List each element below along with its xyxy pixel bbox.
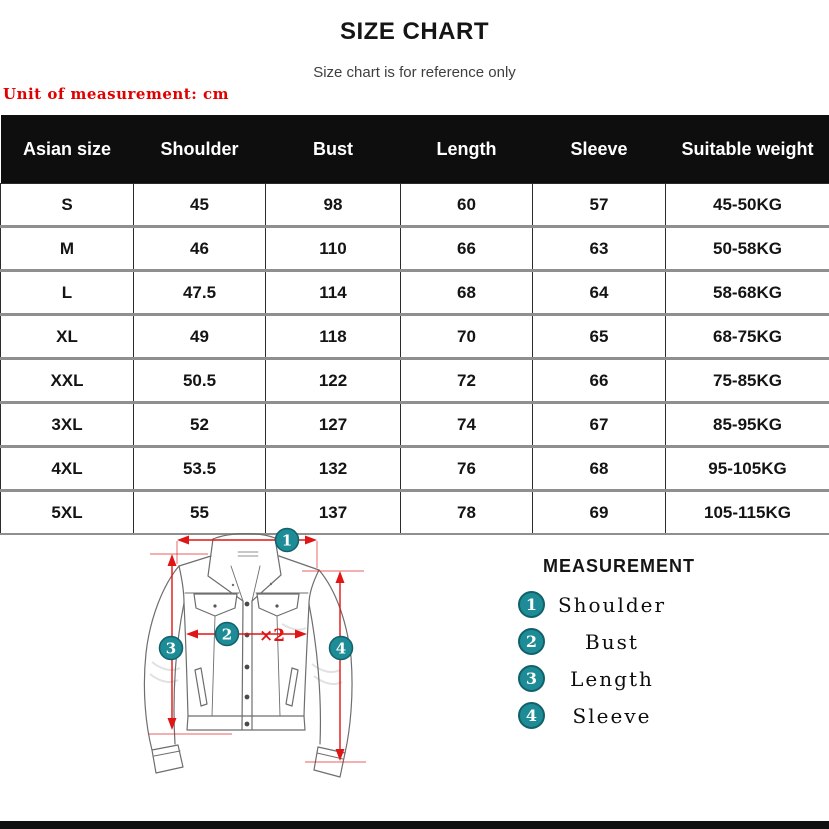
cell: S (1, 184, 134, 227)
cell: 85-95KG (666, 403, 829, 447)
table-row-3xl (1, 403, 829, 447)
cell: 49 (134, 315, 266, 359)
number-badge-2: 2 (518, 628, 545, 655)
marker-number-length: 3 (165, 639, 177, 658)
col-header-asian-size: Asian size (1, 115, 134, 184)
col-header-sleeve: Sleeve (533, 115, 666, 184)
cell: 64 (533, 271, 666, 315)
cell: 114 (266, 271, 401, 315)
legend-items (503, 591, 735, 729)
cell: 122 (266, 359, 401, 403)
cell: 47.5 (134, 271, 266, 315)
cell: 45-50KG (666, 184, 829, 227)
cell: 5XL (1, 491, 134, 535)
bottom-divider-bar (0, 821, 829, 829)
cell: 66 (401, 227, 533, 271)
cell: 132 (266, 447, 401, 491)
cell: 45 (134, 184, 266, 227)
cell: 78 (401, 491, 533, 535)
cell: 76 (401, 447, 533, 491)
legend-label-shoulder: Shoulder (557, 592, 667, 617)
unit-note: Unit of measurement: cm (3, 85, 229, 103)
table-row-4xl (1, 447, 829, 491)
cell: 70 (401, 315, 533, 359)
marker-number-shoulder: 1 (281, 531, 293, 550)
table-row-m (1, 227, 829, 271)
cell: 53.5 (134, 447, 266, 491)
cell: 75-85KG (666, 359, 829, 403)
table-header-row (1, 115, 829, 184)
cell: 4XL (1, 447, 134, 491)
col-header-shoulder: Shoulder (134, 115, 266, 184)
cell: 55 (134, 491, 266, 535)
legend-label-length: Length (570, 666, 654, 691)
cell: 110 (266, 227, 401, 271)
cell: XL (1, 315, 134, 359)
cell: 46 (134, 227, 266, 271)
legend-title: MEASUREMENT (542, 556, 695, 576)
cell: 72 (401, 359, 533, 403)
cell: 66 (533, 359, 666, 403)
legend-item-bust (503, 628, 735, 655)
cell: 68 (533, 447, 666, 491)
cell: 137 (266, 491, 401, 535)
legend-item-sleeve (503, 702, 735, 729)
table-row-xl (1, 315, 829, 359)
cell: 98 (266, 184, 401, 227)
jacket-buttons (245, 602, 250, 727)
table-row-l (1, 271, 829, 315)
bust-multiplier-note: ×2 (258, 626, 286, 646)
col-header-suitable-weight: Suitable weight (666, 115, 829, 184)
cell: 50.5 (134, 359, 266, 403)
number-badge-4: 4 (518, 702, 545, 729)
cell: 60 (401, 184, 533, 227)
page-title: SIZE CHART (340, 18, 489, 45)
cell: 95-105KG (666, 447, 829, 491)
cell: 50-58KG (666, 227, 829, 271)
marker-number-sleeve: 4 (335, 639, 347, 658)
cell: M (1, 227, 134, 271)
number-badge-3: 3 (518, 665, 545, 692)
cell: 74 (401, 403, 533, 447)
cell: L (1, 271, 134, 315)
table-row-s (1, 184, 829, 227)
cell: 58-68KG (666, 271, 829, 315)
legend-label-bust: Bust (585, 629, 639, 654)
legend-item-length (503, 665, 735, 692)
cell: 65 (533, 315, 666, 359)
page-subtitle: Size chart is for reference only (313, 64, 516, 81)
cell: 68 (401, 271, 533, 315)
cell: 105-115KG (666, 491, 829, 535)
legend-item-shoulder (503, 591, 735, 618)
col-header-length: Length (401, 115, 533, 184)
cell: 118 (266, 315, 401, 359)
cell: 63 (533, 227, 666, 271)
jacket-diagram (100, 504, 460, 822)
cell: 127 (266, 403, 401, 447)
cell: XXL (1, 359, 134, 403)
marker-number-bust: 2 (221, 625, 233, 644)
cell: 57 (533, 184, 666, 227)
legend-label-sleeve: Sleeve (572, 703, 652, 728)
size-table (0, 115, 829, 535)
cell: 67 (533, 403, 666, 447)
diagram-markers (160, 529, 353, 660)
number-badge-1: 1 (518, 591, 545, 618)
cell: 69 (533, 491, 666, 535)
cell: 68-75KG (666, 315, 829, 359)
cell: 52 (134, 403, 266, 447)
table-row-xxl (1, 359, 829, 403)
col-header-bust: Bust (266, 115, 401, 184)
cell: 3XL (1, 403, 134, 447)
measurement-legend (503, 556, 735, 729)
